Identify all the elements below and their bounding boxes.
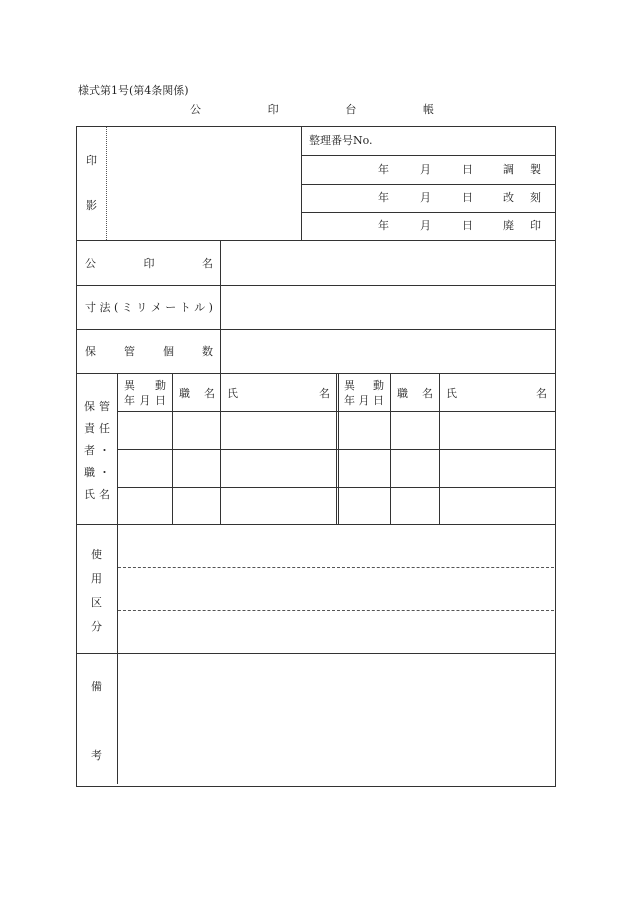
label-char: 公 <box>85 257 96 270</box>
custodian-position-cell[interactable] <box>173 488 219 523</box>
day-label: 日 <box>462 191 473 204</box>
custodian-name-cell[interactable] <box>440 450 553 486</box>
label-char: リ <box>136 301 148 314</box>
custodian-name-cell[interactable] <box>221 412 335 448</box>
title-char: 印 <box>267 103 279 116</box>
custodian-label-3 <box>84 444 110 457</box>
custodian-change-date-cell[interactable] <box>118 450 171 486</box>
year-label: 年 <box>378 219 389 232</box>
label-char: 職 <box>179 387 190 400</box>
label-char: ル <box>194 301 206 314</box>
custodian-change-date-cell[interactable] <box>118 488 171 523</box>
custodian-change-date-cell[interactable] <box>339 450 389 486</box>
label-char: ( <box>113 301 119 314</box>
label-char: 月 <box>139 394 151 407</box>
title-char: 公 <box>190 103 201 116</box>
storage-count-label <box>85 345 213 358</box>
usage-label-4: 分 <box>91 620 102 633</box>
label-char: 名 <box>422 387 433 400</box>
label-char: ) <box>208 301 213 314</box>
dimensions-label <box>85 301 213 314</box>
seal-name-field[interactable] <box>222 242 553 284</box>
custodian-position-cell[interactable] <box>391 412 438 448</box>
label-char: ト <box>179 301 191 314</box>
label-char: 異 <box>344 379 355 392</box>
seal-impression-label-2: 影 <box>86 199 97 212</box>
custodian-label-4 <box>84 466 110 479</box>
custodian-position-cell[interactable] <box>391 450 438 486</box>
usage-label-1: 使 <box>91 548 102 561</box>
label-char: ・ <box>99 466 110 479</box>
action-char: 廃 <box>503 219 514 232</box>
label-char: 数 <box>202 345 213 358</box>
label-char: 氏 <box>84 488 95 501</box>
seal-impression-label-1: 印 <box>86 154 97 167</box>
recarving-label <box>503 191 541 204</box>
custodian-name-cell[interactable] <box>440 488 553 523</box>
label-char: 日 <box>373 394 384 407</box>
remarks-label-1: 備 <box>91 680 102 693</box>
action-char: 刻 <box>530 191 541 204</box>
position-header <box>397 387 433 400</box>
custodian-position-cell[interactable] <box>173 412 219 448</box>
label-char: 職 <box>84 466 95 479</box>
custodian-change-date-cell[interactable] <box>339 488 389 523</box>
label-char: 動 <box>373 379 384 392</box>
usage-field[interactable] <box>118 611 553 652</box>
custodian-change-date-cell[interactable] <box>339 412 389 448</box>
label-char: 年 <box>344 394 355 407</box>
month-label: 月 <box>420 191 431 204</box>
remarks-label-2: 考 <box>91 749 102 762</box>
label-char: 名 <box>202 257 213 270</box>
position-header <box>179 387 215 400</box>
custodian-position-cell[interactable] <box>173 450 219 486</box>
day-label: 日 <box>462 163 473 176</box>
registration-no-label: 整理番号No. <box>309 134 373 147</box>
label-char: 保 <box>85 345 96 358</box>
label-char: メ <box>150 301 162 314</box>
custodian-name-cell[interactable] <box>221 488 335 523</box>
usage-label-2: 用 <box>91 572 102 585</box>
label-char: ミ <box>121 301 133 314</box>
seal-name-label <box>85 257 213 270</box>
action-char: 製 <box>530 163 541 176</box>
label-char: 保 <box>84 400 95 413</box>
title-char: 帳 <box>422 103 434 116</box>
custodian-label-2 <box>84 422 110 435</box>
label-char: 名 <box>319 387 330 400</box>
action-char: 改 <box>503 191 514 204</box>
usage-field[interactable] <box>118 525 553 566</box>
name-header <box>227 387 330 400</box>
label-char: 年 <box>124 394 135 407</box>
abolition-label <box>503 219 541 232</box>
label-char: 責 <box>84 422 95 435</box>
label-char: 日 <box>155 394 166 407</box>
custodian-label-1 <box>84 400 110 413</box>
month-label: 月 <box>420 163 431 176</box>
custodian-name-cell[interactable] <box>440 412 553 448</box>
label-char: 動 <box>155 379 166 392</box>
label-char: 管 <box>99 400 110 413</box>
label-char: 月 <box>358 394 370 407</box>
storage-count-field[interactable] <box>222 330 553 372</box>
label-char: 職 <box>397 387 408 400</box>
name-header <box>446 387 547 400</box>
label-char: 名 <box>536 387 547 400</box>
label-char: 個 <box>163 345 174 358</box>
label-char: 氏 <box>227 387 238 400</box>
dimensions-field[interactable] <box>222 286 553 328</box>
custodian-change-date-cell[interactable] <box>118 412 171 448</box>
change-date-header-top <box>344 379 384 392</box>
change-date-header-top <box>124 379 166 392</box>
label-char: 任 <box>99 422 110 435</box>
custodian-name-cell[interactable] <box>221 450 335 486</box>
action-char: 印 <box>530 219 541 232</box>
usage-label-3: 区 <box>91 596 102 609</box>
label-char: 者 <box>84 444 95 457</box>
remarks-field[interactable] <box>118 654 553 784</box>
form-title <box>190 103 434 116</box>
registration-no-field[interactable] <box>372 128 552 154</box>
label-char: 名 <box>99 488 110 501</box>
year-label: 年 <box>378 163 389 176</box>
seal-impression-area[interactable] <box>108 127 300 240</box>
label-char: 氏 <box>446 387 457 400</box>
action-char: 調 <box>503 163 514 176</box>
custodian-label-5 <box>84 488 110 501</box>
label-char: 印 <box>143 257 155 270</box>
month-label: 月 <box>420 219 431 232</box>
label-char: 法 <box>99 301 111 314</box>
form-number: 様式第1号(第4条関係) <box>78 84 189 97</box>
day-label: 日 <box>462 219 473 232</box>
label-char: 寸 <box>85 301 96 314</box>
change-date-header-bottom <box>344 394 384 407</box>
year-label: 年 <box>378 191 389 204</box>
title-char: 台 <box>345 103 357 116</box>
label-char: ・ <box>99 444 110 457</box>
usage-field[interactable] <box>118 568 553 609</box>
label-char: 名 <box>204 387 215 400</box>
label-char: 異 <box>124 379 135 392</box>
manufacture-label <box>503 163 541 176</box>
custodian-position-cell[interactable] <box>391 488 438 523</box>
label-char: 管 <box>124 345 135 358</box>
change-date-header-bottom <box>124 394 166 407</box>
label-char: ー <box>165 301 177 314</box>
seal-label-divider <box>106 127 107 240</box>
